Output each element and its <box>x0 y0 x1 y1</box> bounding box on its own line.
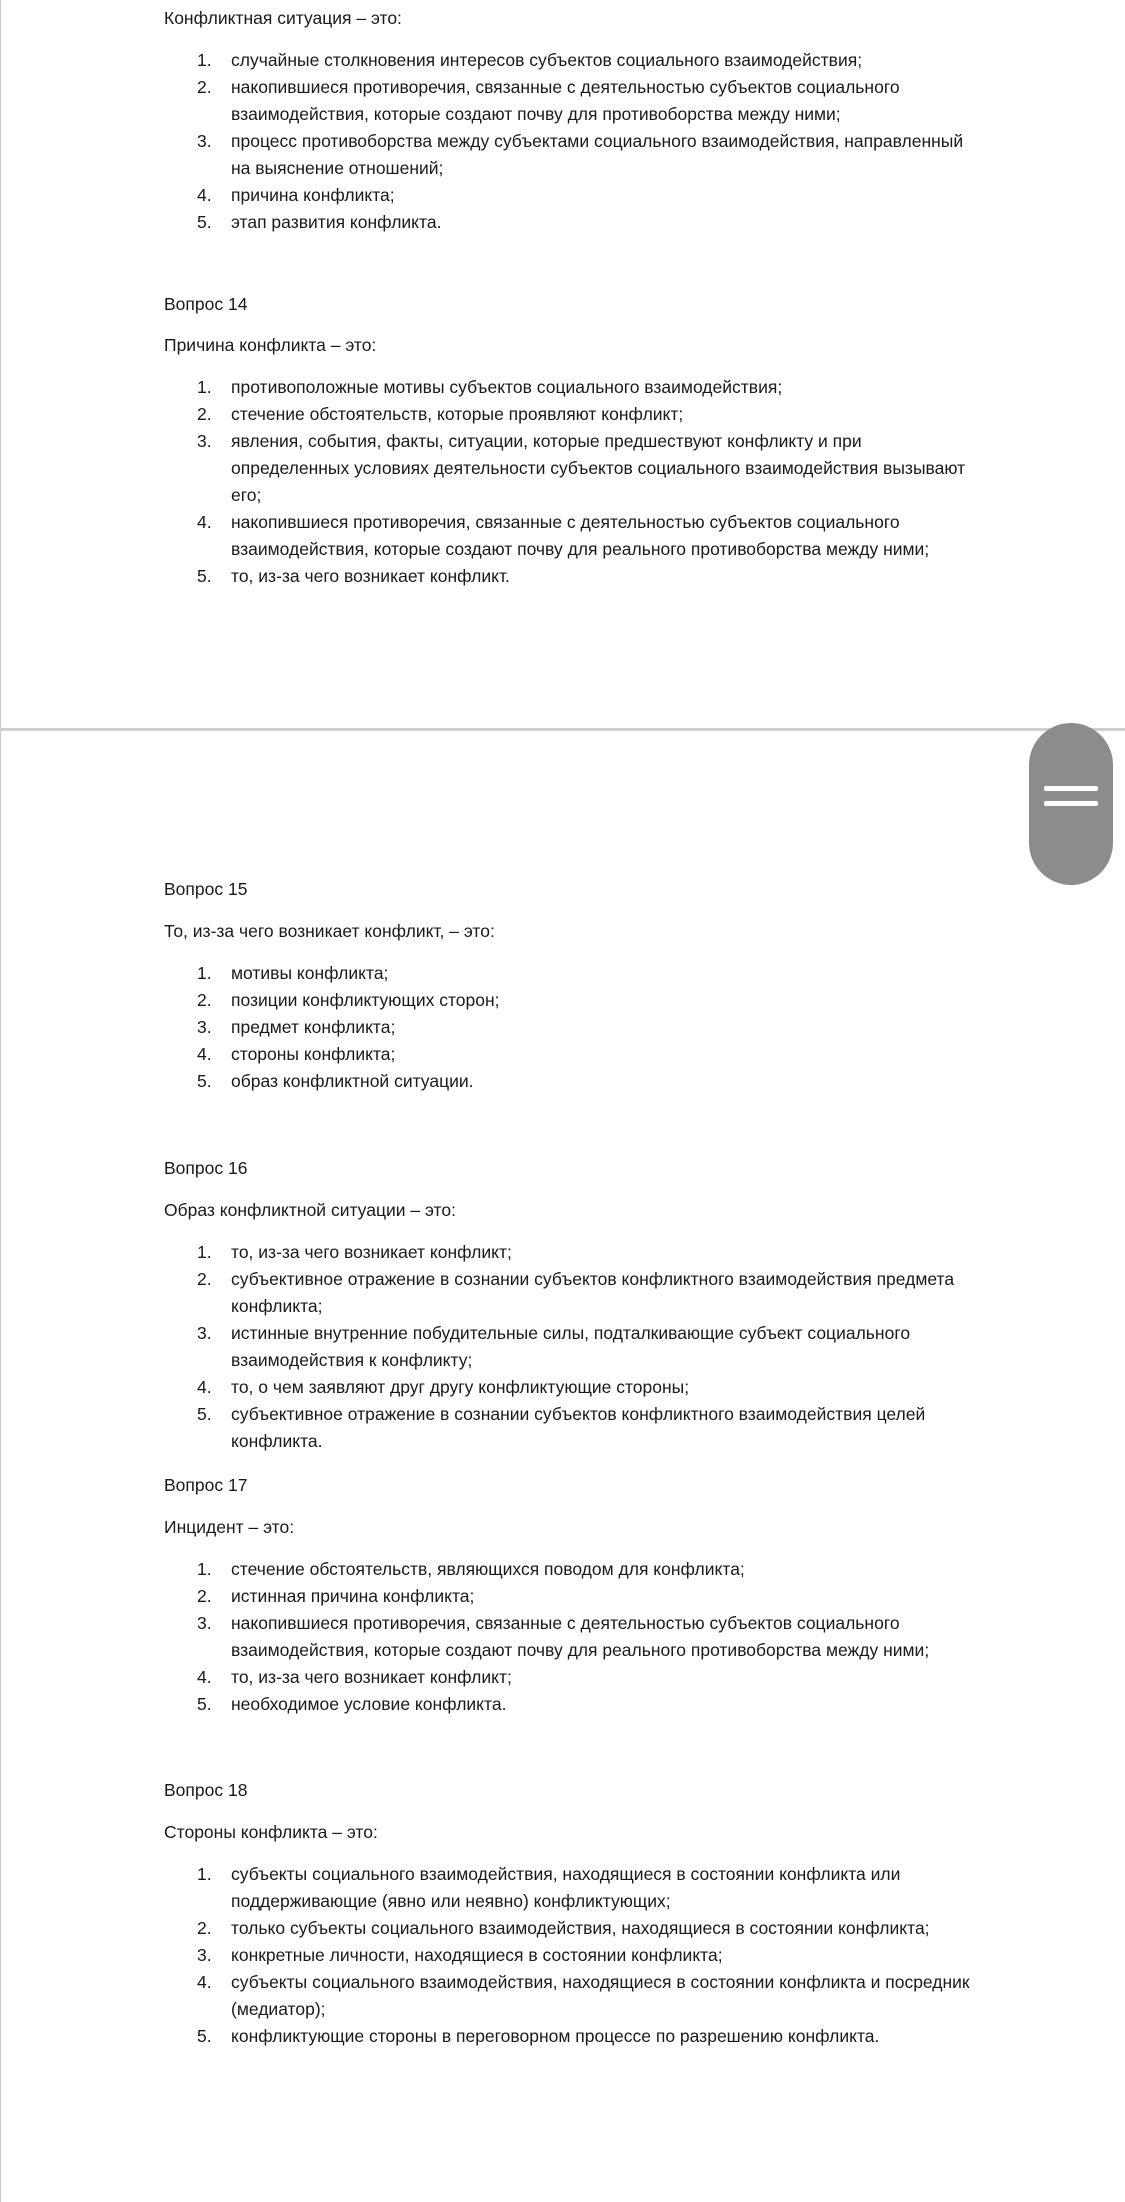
option-number: 2. <box>197 1269 212 1289</box>
answer-option <box>164 1969 1044 2023</box>
option-text-line: стороны конфликта; <box>231 1044 396 1064</box>
option-number: 4. <box>197 1972 212 1992</box>
answer-option <box>164 1610 1044 1664</box>
answer-option <box>164 47 1044 74</box>
option-number: 1. <box>197 1864 212 1884</box>
answer-options <box>164 1556 1044 1718</box>
option-text-line: случайные столкновения интересов субъектов социального взаимодействия; <box>231 50 863 70</box>
option-text-line: истинная причина конфликта; <box>231 1586 475 1606</box>
option-text-line: противоположные мотивы субъектов социального взаимодействия; <box>231 377 783 397</box>
option-text-line: то, о чем заявляют друг другу конфликтующие стороны; <box>231 1377 690 1397</box>
option-text-line: поддерживающие (явно или неявно) конфликтующих; <box>231 1891 671 1911</box>
option-text-line: стечение обстоятельств, которые проявляют конфликт; <box>231 404 684 424</box>
option-text-line: (медиатор); <box>231 1999 326 2019</box>
option-text-line: конфликта. <box>231 1431 323 1451</box>
option-text-line: явления, события, факты, ситуации, которые предшествуют конфликту и при <box>231 431 862 451</box>
answer-option <box>164 1861 1044 1915</box>
answer-option <box>164 1374 1044 1401</box>
question-heading: Вопрос 16 <box>164 1158 248 1178</box>
answer-option <box>164 1942 1044 1969</box>
answer-option <box>164 1583 1044 1610</box>
answer-option <box>164 1014 1044 1041</box>
scroll-handle[interactable] <box>1029 723 1113 885</box>
option-number: 5. <box>197 1071 212 1091</box>
question-heading: Вопрос 14 <box>164 294 248 314</box>
option-number: 2. <box>197 77 212 97</box>
option-text-line: накопившиеся противоречия, связанные с деятельностью субъектов социального <box>231 1613 900 1633</box>
question-heading: Вопрос 17 <box>164 1475 248 1495</box>
question-prompt: Конфликтная ситуация – это: <box>164 8 402 28</box>
option-text-line: предмет конфликта; <box>231 1017 396 1037</box>
option-text-line: субъекты социального взаимодействия, находящиеся в состоянии конфликта или <box>231 1864 901 1884</box>
question-16 <box>164 1155 1044 1455</box>
answer-option <box>164 1915 1044 1942</box>
answer-options <box>164 1861 1044 2050</box>
option-text-line: взаимодействия, которые создают почву для реального противоборства между ними; <box>231 539 930 559</box>
option-number: 5. <box>197 566 212 586</box>
answer-option <box>164 1266 1044 1320</box>
option-text-line: субъекты социального взаимодействия, находящиеся в состоянии конфликта и посредник <box>231 1972 970 1992</box>
option-text-line: причина конфликта; <box>231 185 395 205</box>
option-text-line: субъективное отражение в сознании субъектов конфликтного взаимодействия целей <box>231 1404 926 1424</box>
option-number: 4. <box>197 512 212 532</box>
option-text-line: конфликта; <box>231 1296 323 1316</box>
option-number: 2. <box>197 404 212 424</box>
answer-option <box>164 1664 1044 1691</box>
option-number: 2. <box>197 990 212 1010</box>
option-number: 5. <box>197 1404 212 1424</box>
option-text-line: взаимодействия к конфликту; <box>231 1350 473 1370</box>
option-number: 4. <box>197 1667 212 1687</box>
answer-option <box>164 563 1044 590</box>
option-text-line: образ конфликтной ситуации. <box>231 1071 474 1091</box>
answer-option <box>164 509 1044 563</box>
answer-option <box>164 209 1044 236</box>
option-text-line: этап развития конфликта. <box>231 212 442 232</box>
answer-options <box>164 1239 1044 1455</box>
option-number: 4. <box>197 1377 212 1397</box>
option-number: 1. <box>197 1242 212 1262</box>
question-18 <box>164 1777 1044 2050</box>
option-text-line: на выяснение отношений; <box>231 158 444 178</box>
question-prompt: Причина конфликта – это: <box>164 335 377 355</box>
question-prompt: Инцидент – это: <box>164 1517 295 1537</box>
option-number: 2. <box>197 1918 212 1938</box>
option-text-line: накопившиеся противоречия, связанные с деятельностью субъектов социального <box>231 77 900 97</box>
question-15 <box>164 876 1044 1095</box>
option-text-line: мотивы конфликта; <box>231 963 389 983</box>
option-number: 3. <box>197 1945 212 1965</box>
answer-option <box>164 74 1044 128</box>
answer-option <box>164 2023 1044 2050</box>
answer-option <box>164 374 1044 401</box>
option-text-line: то, из-за чего возникает конфликт. <box>231 566 510 586</box>
question-heading: Вопрос 15 <box>164 879 248 899</box>
question-heading: Вопрос 18 <box>164 1780 248 1800</box>
option-text-line: конфликтующие стороны в переговорном процессе по разрешению конфликта. <box>231 2026 880 2046</box>
question-14 <box>164 291 1044 590</box>
grip-line-icon <box>1044 801 1098 806</box>
option-number: 3. <box>197 431 212 451</box>
option-number: 3. <box>197 1613 212 1633</box>
answer-option <box>164 1239 1044 1266</box>
answer-option <box>164 1691 1044 1718</box>
option-number: 1. <box>197 1559 212 1579</box>
option-text-line: то, из-за чего возникает конфликт; <box>231 1667 512 1687</box>
answer-option <box>164 960 1044 987</box>
option-number: 2. <box>197 1586 212 1606</box>
option-number: 5. <box>197 212 212 232</box>
question-17 <box>164 1472 1044 1718</box>
answer-options <box>164 47 1044 236</box>
answer-option <box>164 182 1044 209</box>
option-number: 3. <box>197 131 212 151</box>
option-number: 1. <box>197 963 212 983</box>
answer-option <box>164 1401 1044 1455</box>
option-number: 1. <box>197 377 212 397</box>
option-text-line: стечение обстоятельств, являющихся поводом для конфликта; <box>231 1559 745 1579</box>
option-text-line: определенных условиях деятельности субъектов социального взаимодействия вызывают <box>231 458 966 478</box>
option-text-line: то, из-за чего возникает конфликт; <box>231 1242 512 1262</box>
option-text-line: его; <box>231 485 262 505</box>
answer-option <box>164 401 1044 428</box>
option-text-line: взаимодействия, которые создают почву для противоборства между ними; <box>231 104 841 124</box>
grip-line-icon <box>1044 786 1098 791</box>
answer-options <box>164 960 1044 1095</box>
question-prompt: Стороны конфликта – это: <box>164 1822 378 1842</box>
answer-option <box>164 428 1044 509</box>
option-text-line: субъективное отражение в сознании субъектов конфликтного взаимодействия предмета <box>231 1269 955 1289</box>
option-text-line: взаимодействия, которые создают почву для реального противоборства между ними; <box>231 1640 930 1660</box>
option-text-line: накопившиеся противоречия, связанные с деятельностью субъектов социального <box>231 512 900 532</box>
question-prompt: Образ конфликтной ситуации – это: <box>164 1200 456 1220</box>
option-text-line: необходимое условие конфликта. <box>231 1694 507 1714</box>
question-prompt: То, из-за чего возникает конфликт, – это: <box>164 921 495 941</box>
question-13 <box>164 5 1044 236</box>
option-number: 1. <box>197 50 212 70</box>
answer-option <box>164 128 1044 182</box>
answer-option <box>164 1068 1044 1095</box>
option-text-line: конкретные личности, находящиеся в состоянии конфликта; <box>231 1945 723 1965</box>
answer-option <box>164 1320 1044 1374</box>
answer-option <box>164 987 1044 1014</box>
option-number: 3. <box>197 1017 212 1037</box>
option-text-line: истинные внутренние побудительные силы, подталкивающие субъект социального <box>231 1323 911 1343</box>
option-number: 5. <box>197 2026 212 2046</box>
option-number: 4. <box>197 1044 212 1064</box>
answer-options <box>164 374 1044 590</box>
option-text-line: только субъекты социального взаимодействия, находящиеся в состоянии конфликта; <box>231 1918 930 1938</box>
option-number: 5. <box>197 1694 212 1714</box>
option-number: 3. <box>197 1323 212 1343</box>
answer-option <box>164 1556 1044 1583</box>
option-number: 4. <box>197 185 212 205</box>
option-text-line: позиции конфликтующих сторон; <box>231 990 500 1010</box>
option-text-line: процесс противоборства между субъектами социального взаимодействия, направленный <box>231 131 964 151</box>
answer-option <box>164 1041 1044 1068</box>
